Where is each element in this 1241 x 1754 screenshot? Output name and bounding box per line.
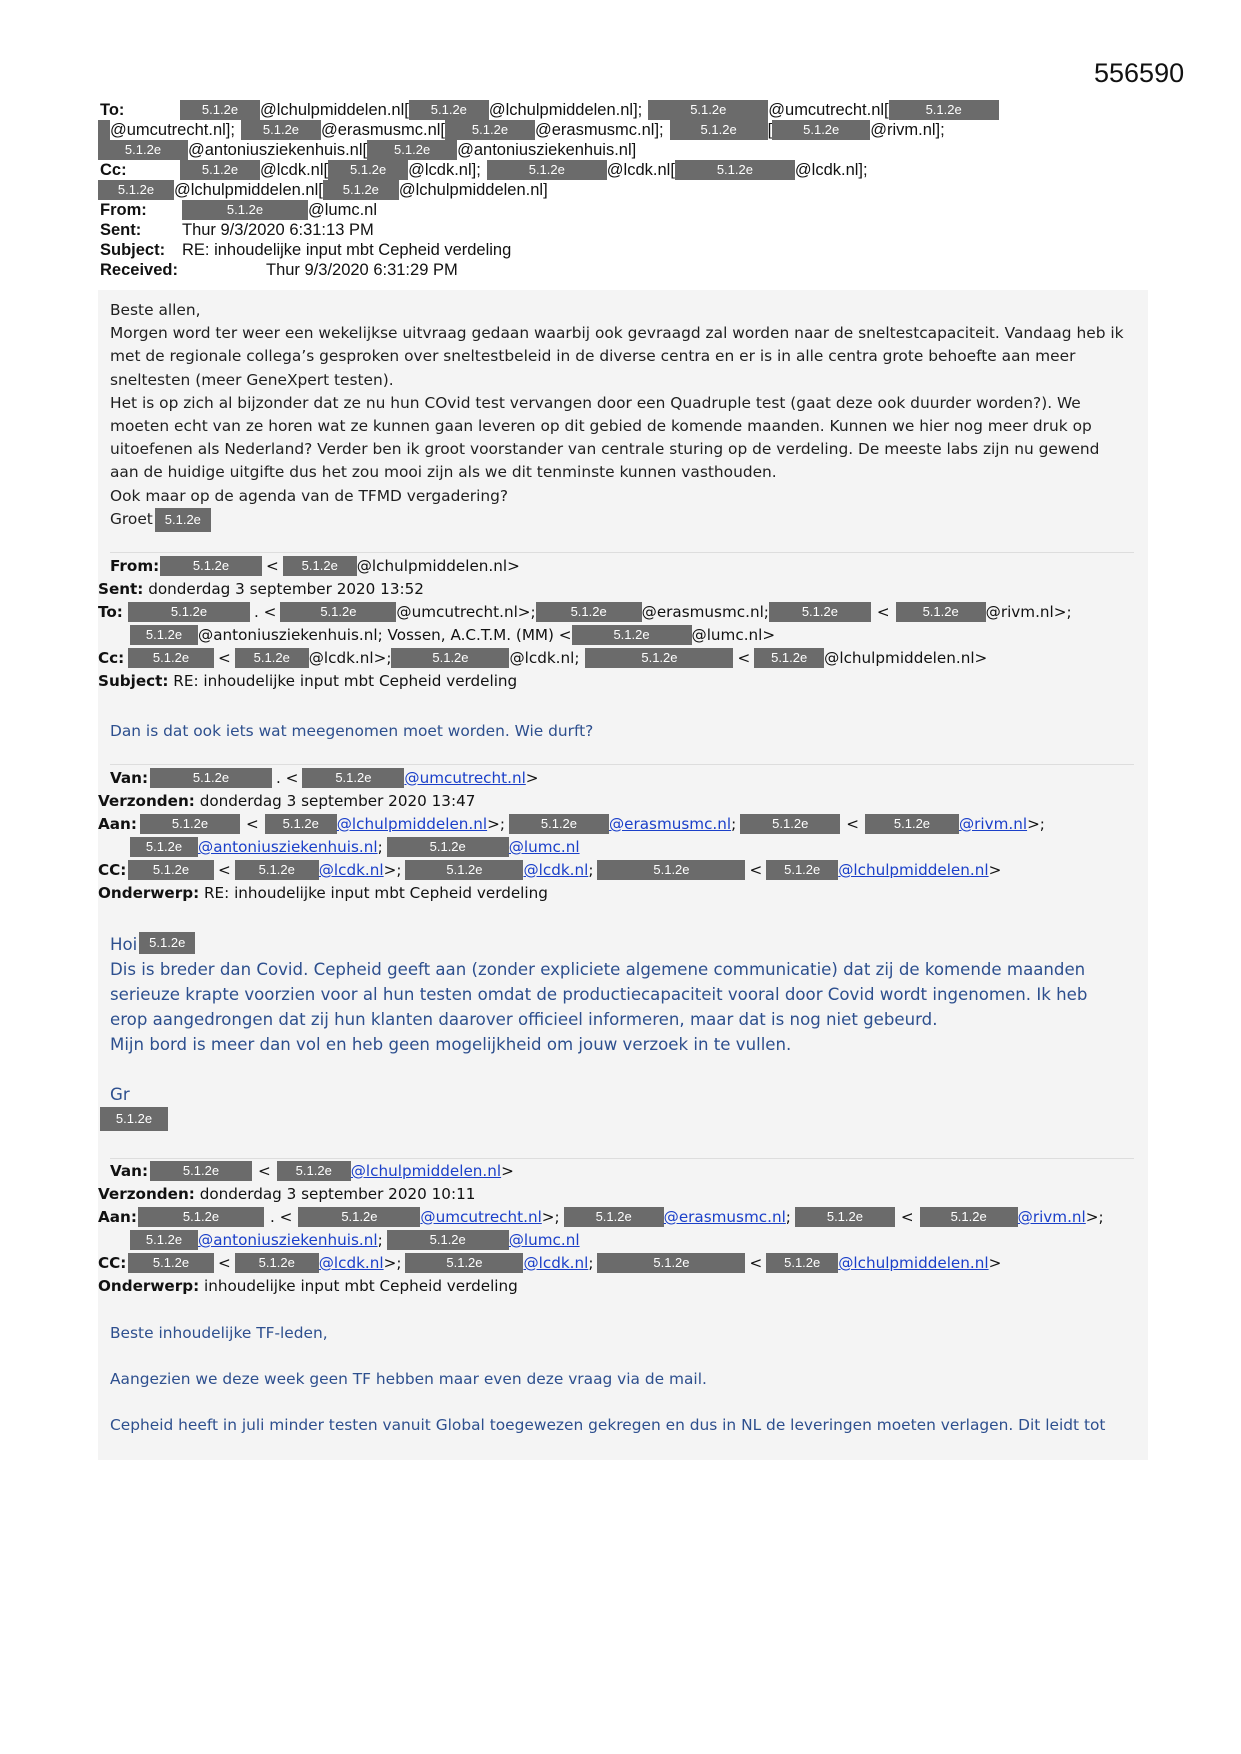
email3-to-line-2: 5.1.2e @antoniusziekenhuis.nl; 5.1.2e @lumc.nl [130,837,580,857]
paragraph: Mijn bord is meer dan vol en heb geen mogelijkheid om jouw verzoek in te vullen. [110,1035,792,1054]
redaction: 5.1.2e [180,160,260,180]
from-label: Van: [110,1162,149,1180]
redaction: 5.1.2e [128,1253,214,1273]
redaction: 5.1.2e [648,100,768,120]
redaction: 5.1.2e [235,860,319,880]
from-label: Van: [110,769,149,787]
paragraph: Het is op zich al bijzonder dat ze nu hun COvid test vervangen door een Quadruple test (gaat deze ook duurder worden?). We moeten echt van ze horen wat ze kunnen gaan leveren op dit gebied de komende maanden. Kunnen we hier nog meer druk op uitoefenen als Nederland? Verder ben ik groot voorstander van centrale sturing op de verdeling. De meeste labs zijn nu gewend aan de huidige uitgifte dus het zou mooi zijn als we dit tenminste kunnen vasthouden. [110,393,1100,482]
redaction: 5.1.2e [128,602,250,622]
outer-from-line [100,200,377,220]
outer-to-line-1 [100,100,999,120]
redaction: 5.1.2e [405,860,523,880]
redaction: 5.1.2e [889,100,999,120]
redaction: 5.1.2e [769,602,871,622]
email2-sent-line [98,579,424,599]
subject-label: Onderwerp: [98,884,200,902]
paragraph: Morgen word ter weer een wekelijkse uitvraag gedaan waarbij ook gevraagd zal worden naar de sneltestcapaciteit. Vandaag heb ik met de regionale collega’s gesproken over sneltestbeleid in de diverse centra en er is in alle centra grote behoefte aan meer sneltesten (meer GeneXpert testen). [110,324,1124,389]
greeting-text: Hoi [110,935,138,954]
subject-value: RE: inhoudelijke input mbt Cepheid verdeling [173,672,518,690]
outer-sent-line [100,220,374,240]
separator [110,764,1134,765]
email-link[interactable]: @umcutrecht.nl [404,769,526,787]
greeting [110,932,1125,957]
redaction: 5.1.2e [896,602,986,622]
email3-from-line: Van: 5.1.2e . < 5.1.2e @umcutrecht.nl> [110,769,539,787]
redaction: 5.1.2e [323,180,399,200]
sent-label: Verzonden: [98,1185,195,1203]
redaction: 5.1.2e [445,120,535,140]
subject-value: RE: inhoudelijke input mbt Cepheid verdeling [182,241,512,259]
email2-cc-line: Cc: 5.1.2e < 5.1.2e @lcdk.nl>; 5.1.2e @lcdk.nl; 5.1.2e < 5.1.2e @lchulpmiddelen.nl> [98,649,988,667]
from-label: From: [100,201,147,219]
address: @lchulpmiddelen.nl[ [260,101,409,119]
redaction: 5.1.2e [283,556,357,576]
email-link[interactable]: @lumc.nl [508,838,580,856]
to-label: Aan: [98,815,137,833]
address: [ [767,121,773,139]
email-link[interactable]: @rivm.nl [1017,1208,1086,1226]
email-link[interactable]: @lcdk.nl [523,861,589,879]
signature [110,508,1125,532]
redaction: 5.1.2e [572,625,692,645]
subject-label: Subject: [98,672,169,690]
redaction: 5.1.2e [391,648,509,668]
redaction: 5.1.2e [130,1230,198,1250]
redaction: 5.1.2e [150,768,272,788]
separator [110,552,1134,553]
paragraph: Aangezien we deze week geen TF hebben maar even deze vraag via de mail. [110,1370,707,1389]
received-value: Thur 9/3/2020 6:31:29 PM [266,261,458,279]
address: @rivm.nl]; [870,121,945,139]
email2-to-line-1: To: 5.1.2e . < 5.1.2e @umcutrecht.nl>; 5.1.2e @erasmusmc.nl; 5.1.2e < 5.1.2e @rivm.nl>; [98,603,1072,621]
redaction: 5.1.2e [100,1107,168,1131]
redaction: 5.1.2e [235,1253,319,1273]
to-label: Aan: [98,1208,137,1226]
sent-label: Sent: [98,580,144,598]
sent-value: donderdag 3 september 2020 13:52 [148,580,424,598]
address: @lchulpmiddelen.nl> [824,649,988,667]
redaction: 5.1.2e [298,1207,420,1227]
email4-to-line-2: 5.1.2e @antoniusziekenhuis.nl; 5.1.2e @lumc.nl [130,1230,580,1250]
sent-label: Sent: [100,221,142,239]
email-link[interactable]: @erasmusmc.nl [663,1208,786,1226]
email2-subject-line [98,671,517,691]
to-label: To: [100,101,125,119]
subject-label: Subject: [100,241,166,259]
email4-sent-line [98,1184,475,1204]
outer-subject-line [100,240,511,260]
redaction: 5.1.2e [795,1207,895,1227]
email-link[interactable]: @lchulpmiddelen.nl [336,815,488,833]
redaction: 5.1.2e [155,508,211,532]
redaction: 5.1.2e [235,648,309,668]
paragraph: Cepheid heeft in juli minder testen vanuit Global toegewezen gekregen en dus in NL de leveringen moeten verlagen. Dit leidt tot [110,1416,1106,1435]
redaction: 5.1.2e [138,1207,264,1227]
email-link[interactable]: @lcdk.nl [318,861,384,879]
subject-value: inhoudelijke input mbt Cepheid verdeling [203,1277,518,1295]
email-link[interactable]: @umcutrecht.nl [420,1208,542,1226]
address: @umcutrecht.nl>; [396,603,536,621]
cc-label: CC: [98,1254,127,1272]
redaction: 5.1.2e [98,180,174,200]
signature [110,1107,1125,1132]
email-link[interactable]: @lchulpmiddelen.nl [838,861,989,879]
redaction: 5.1.2e [766,1253,838,1273]
address: @erasmusmc.nl]; [535,121,664,139]
redaction: 5.1.2e [277,1161,351,1181]
address: @lcdk.nl; [509,649,580,667]
redaction: 5.1.2e [597,1253,745,1273]
email4-cc-line: CC: 5.1.2e < 5.1.2e @lcdk.nl>; 5.1.2e @lcdk.nl; 5.1.2e < 5.1.2e @lchulpmiddelen.nl> [98,1254,1002,1272]
address: @lchulpmiddelen.nl]; [488,101,643,119]
redaction: 5.1.2e [180,100,260,120]
email3-sent-line [98,791,475,811]
received-label: Received: [100,261,178,279]
outer-to-line-2 [98,120,945,140]
address: @erasmusmc.nl; [641,603,769,621]
outer-cc-line-2 [98,180,548,200]
cc-label: CC: [98,861,127,879]
sent-value: Thur 9/3/2020 6:31:13 PM [182,221,374,239]
sent-value: donderdag 3 september 2020 13:47 [199,792,476,810]
redaction: 5.1.2e [241,120,321,140]
redaction: 5.1.2e [740,814,840,834]
redaction [98,120,110,140]
paragraph: Ook maar op de agenda van de TFMD vergadering? [110,486,509,505]
address: @lcdk.nl>; [308,649,392,667]
separator [110,1158,1134,1159]
redaction: 5.1.2e [670,120,768,140]
email3-to-line-1: Aan: 5.1.2e < 5.1.2e @lchulpmiddelen.nl>; 5.1.2e @erasmusmc.nl; 5.1.2e < 5.1.2e @rivm.nl>; [98,815,1045,833]
email3-body [110,932,1125,1132]
redaction: 5.1.2e [564,1207,664,1227]
greeting: Beste inhoudelijke TF-leden, [110,1324,328,1342]
address: @umcutrecht.nl]; [110,121,235,139]
email-link[interactable]: @lcdk.nl [523,1254,589,1272]
redaction: 5.1.2e [367,140,457,160]
redaction: 5.1.2e [98,140,188,160]
email4-subject-line [98,1276,518,1296]
sent-label: Verzonden: [98,792,195,810]
redaction: 5.1.2e [130,625,198,645]
redaction: 5.1.2e [409,100,489,120]
outer-to-line-3 [98,140,636,160]
email4-from-line: Van: 5.1.2e < 5.1.2e @lchulpmiddelen.nl> [110,1162,514,1180]
redaction: 5.1.2e [387,1230,509,1250]
address: @lcdk.nl]; [794,161,868,179]
outer-cc-line-1 [100,160,868,180]
redaction: 5.1.2e [766,860,838,880]
sign-off: Gr [110,1085,130,1104]
address: @antoniusziekenhuis.nl; Vossen, A.C.T.M. (MM) < [198,626,572,644]
email-link[interactable]: @antoniusziekenhuis.nl [198,1231,378,1249]
redaction: 5.1.2e [865,814,959,834]
address: @lcdk.nl[ [606,161,675,179]
redaction: 5.1.2e [597,860,745,880]
email-link[interactable]: @erasmusmc.nl [608,815,732,833]
email2-body: Dan is dat ook iets wat meegenomen moet worden. Wie durft? [110,722,594,740]
subject-label: Onderwerp: [98,1277,200,1295]
redaction: 5.1.2e [920,1207,1018,1227]
email4-to-line-1: Aan: 5.1.2e . < 5.1.2e @umcutrecht.nl>; 5.1.2e @erasmusmc.nl; 5.1.2e < 5.1.2e @rivm.nl>; [98,1208,1104,1226]
redaction: 5.1.2e [128,860,214,880]
email-link[interactable]: @rivm.nl [958,815,1028,833]
redaction: 5.1.2e [139,932,195,954]
email-link[interactable]: @lchulpmiddelen.nl [350,1162,502,1180]
redaction: 5.1.2e [772,120,870,140]
email-link[interactable]: @antoniusziekenhuis.nl [198,838,378,856]
redaction: 5.1.2e [182,200,308,220]
redaction: 5.1.2e [280,602,396,622]
redaction: 5.1.2e [160,556,262,576]
subject-value: RE: inhoudelijke input mbt Cepheid verdeling [203,884,548,902]
redaction: 5.1.2e [754,648,824,668]
redaction: 5.1.2e [675,160,795,180]
address: @lumc.nl [308,201,378,219]
redaction: 5.1.2e [387,837,509,857]
cc-label: Cc: [100,161,127,179]
redaction: 5.1.2e [328,160,408,180]
from-label: From: [110,557,160,575]
redaction: 5.1.2e [130,837,198,857]
sent-value: donderdag 3 september 2020 10:11 [199,1185,476,1203]
redaction: 5.1.2e [128,648,214,668]
document-number: 556590 [1094,58,1185,88]
redaction: 5.1.2e [405,1253,523,1273]
outer-received-line [100,260,458,280]
redaction: 5.1.2e [140,814,240,834]
email-link[interactable]: @lcdk.nl [318,1254,384,1272]
address: @lumc.nl> [691,626,776,644]
email3-cc-line: CC: 5.1.2e < 5.1.2e @lcdk.nl>; 5.1.2e @lcdk.nl; 5.1.2e < 5.1.2e @lchulpmiddelen.nl> [98,861,1002,879]
paragraph: Dis is breder dan Covid. Cepheid geeft aan (zonder expliciete algemene communicatie) dat zij de komende maanden serieuze krapte voorzien voor al hun testen omdat de productiecapaciteit vooral door Covid wordt ingenomen. Ik heb erop aangedrongen dat zij hun klanten daarover officieel informeren, maar dat is nog niet gebeurd. [110,960,1088,1029]
redaction: 5.1.2e [150,1161,252,1181]
address: @antoniusziekenhuis.nl[ [188,141,368,159]
address: @antoniusziekenhuis.nl] [457,141,637,159]
redaction: 5.1.2e [487,160,607,180]
email-link[interactable]: @lumc.nl [508,1231,580,1249]
address: @lcdk.nl[ [260,161,329,179]
redaction: 5.1.2e [509,814,609,834]
redaction: 5.1.2e [265,814,337,834]
redaction: 5.1.2e [585,648,733,668]
redaction: 5.1.2e [302,768,404,788]
redaction: 5.1.2e [536,602,642,622]
message-1-body [110,299,1125,532]
email2-to-line-2 [130,625,775,645]
email4-body [110,1322,1125,1438]
email2-from-line: From: 5.1.2e<5.1.2e @lchulpmiddelen.nl> [110,557,520,575]
to-label: To: [98,603,123,621]
email-link[interactable]: @lchulpmiddelen.nl [838,1254,989,1272]
email3-subject-line [98,883,548,903]
address: @lchulpmiddelen.nl> [356,557,520,575]
address: @lchulpmiddelen.nl] [398,181,548,199]
address: @lcdk.nl]; [408,161,481,179]
address: @lchulpmiddelen.nl[ [174,181,323,199]
greeting: Beste allen, [110,301,201,319]
cc-label: Cc: [98,649,125,667]
address: @umcutrecht.nl[ [768,101,889,119]
sign-off: Groet [110,509,153,528]
address: @erasmusmc.nl[ [320,121,445,139]
address: @rivm.nl>; [985,603,1072,621]
